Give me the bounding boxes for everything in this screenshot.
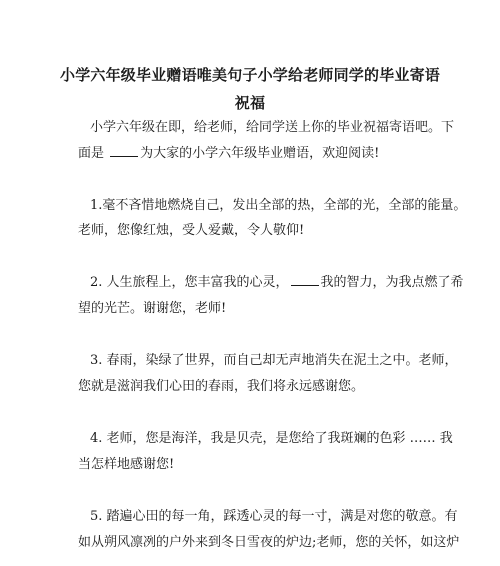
item-2-line1: [90, 274, 464, 292]
intro-line2-before: 面是: [78, 146, 109, 161]
document-title-line2: 祝福: [234, 94, 266, 112]
item-4-line1: 4. 老师，您是海洋，我是贝壳，是您给了我斑斓的色彩 …… 我: [90, 431, 453, 446]
item-2-line1-before: 2. 人生旅程上，您丰富我的心灵，: [90, 275, 289, 290]
item-1-line1: 1.毫不吝惜地燃烧自己，发出全部的热，全部的光，全部的能量。: [90, 198, 467, 213]
item-3-line1: 3. 春雨，染绿了世界，而自己却无声地消失在泥土之中。老师，: [90, 353, 458, 368]
item-1-line2: 老师，您像红烛，受人爱戴，令人敬仰!: [78, 223, 305, 238]
fill-in-blank: [110, 146, 138, 157]
fill-in-blank: [291, 275, 319, 286]
item-2-line1-after: 我的智力，为我点燃了希: [320, 275, 464, 290]
item-3-line2: 您就是滋润我们心田的春雨，我们将永远感谢您。: [78, 379, 365, 394]
intro-line2: [78, 145, 430, 163]
item-2-line2: 望的光芒。谢谢您，老师!: [78, 301, 227, 316]
document-title-line1: 小学六年级毕业赠语唯美句子小学给老师同学的毕业寄语: [60, 66, 441, 84]
intro-line2-after: 为大家的小学六年级毕业赠语，欢迎阅读!: [140, 146, 380, 161]
item-5-line2: 如从朔风凛冽的户外来到冬日雪夜的炉边;老师，您的关怀，如这炉: [78, 535, 460, 550]
intro-line1: 小学六年级在即，给老师，给同学送上你的毕业祝福寄语吧。下: [90, 120, 455, 135]
item-5-line1: 5. 踏遍心田的每一角，踩透心灵的每一寸，满是对您的敬意。有: [90, 509, 458, 524]
item-4-line2: 当怎样地感谢您!: [78, 457, 175, 472]
